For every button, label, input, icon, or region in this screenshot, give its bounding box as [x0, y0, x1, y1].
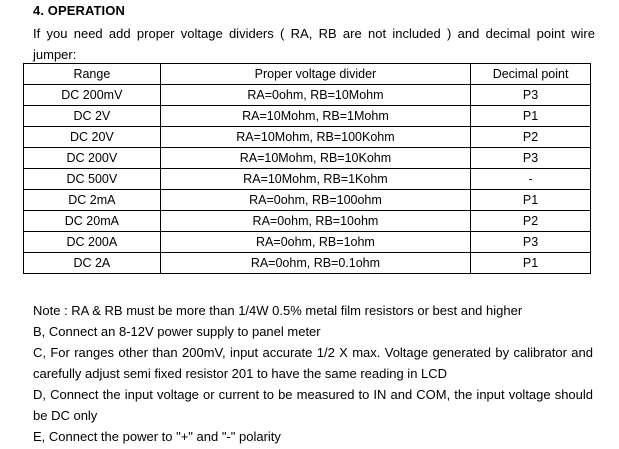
- cell-decimal-point: P2: [471, 211, 591, 232]
- cell-divider: RA=0ohm, RB=10Mohm: [160, 85, 470, 106]
- cell-decimal-point: -: [471, 169, 591, 190]
- step-c: C, For ranges other than 200mV, input accurate 1/2 X max. Voltage generated by calibrator and carefully adjust semi fixed resistor 201 to have the same reading in LCD: [33, 345, 593, 381]
- notes-section: [33, 300, 593, 447]
- cell-range: DC 2V: [24, 106, 161, 127]
- cell-divider: RA=0ohm, RB=1ohm: [160, 232, 470, 253]
- table-row: [24, 85, 591, 106]
- cell-divider: RA=0ohm, RB=0.1ohm: [160, 253, 470, 274]
- cell-range: DC 20V: [24, 127, 161, 148]
- step-e: E, Connect the power to "+" and "-" polarity: [33, 429, 281, 444]
- header-decimal-point: Decimal point: [471, 64, 591, 85]
- cell-decimal-point: P1: [471, 253, 591, 274]
- cell-range: DC 20mA: [24, 211, 161, 232]
- section-heading: 4. OPERATION: [33, 3, 125, 18]
- table-row: [24, 148, 591, 169]
- cell-decimal-point: P1: [471, 190, 591, 211]
- table-row: [24, 190, 591, 211]
- table-row: [24, 169, 591, 190]
- cell-range: DC 2mA: [24, 190, 161, 211]
- table-row: [24, 211, 591, 232]
- cell-divider: RA=10Mohm, RB=100Kohm: [160, 127, 470, 148]
- step-b: B, Connect an 8-12V power supply to panel meter: [33, 324, 321, 339]
- header-range: Range: [24, 64, 161, 85]
- cell-range: DC 500V: [24, 169, 161, 190]
- intro-paragraph: If you need add proper voltage dividers ( RA, RB are not included ) and decimal point wire jumper:: [33, 26, 595, 62]
- cell-divider: RA=10Mohm, RB=10Kohm: [160, 148, 470, 169]
- table-header-row: [24, 64, 591, 85]
- cell-decimal-point: P3: [471, 232, 591, 253]
- table-row: [24, 127, 591, 148]
- table-row: [24, 232, 591, 253]
- header-voltage-divider: Proper voltage divider: [160, 64, 470, 85]
- cell-decimal-point: P3: [471, 85, 591, 106]
- table-row: [24, 253, 591, 274]
- cell-range: DC 200V: [24, 148, 161, 169]
- cell-decimal-point: P1: [471, 106, 591, 127]
- note-line: Note : RA & RB must be more than 1/4W 0.5% metal film resistors or best and higher: [33, 303, 523, 318]
- table-row: [24, 106, 591, 127]
- cell-divider: RA=10Mohm, RB=1Mohm: [160, 106, 470, 127]
- step-d: D, Connect the input voltage or current to be measured to IN and COM, the input voltage should be DC only: [33, 387, 593, 423]
- cell-range: DC 2A: [24, 253, 161, 274]
- cell-divider: RA=0ohm, RB=10ohm: [160, 211, 470, 232]
- cell-range: DC 200A: [24, 232, 161, 253]
- cell-range: DC 200mV: [24, 85, 161, 106]
- cell-divider: RA=10Mohm, RB=1Kohm: [160, 169, 470, 190]
- voltage-divider-table: [23, 63, 591, 274]
- cell-divider: RA=0ohm, RB=100ohm: [160, 190, 470, 211]
- cell-decimal-point: P3: [471, 148, 591, 169]
- cell-decimal-point: P2: [471, 127, 591, 148]
